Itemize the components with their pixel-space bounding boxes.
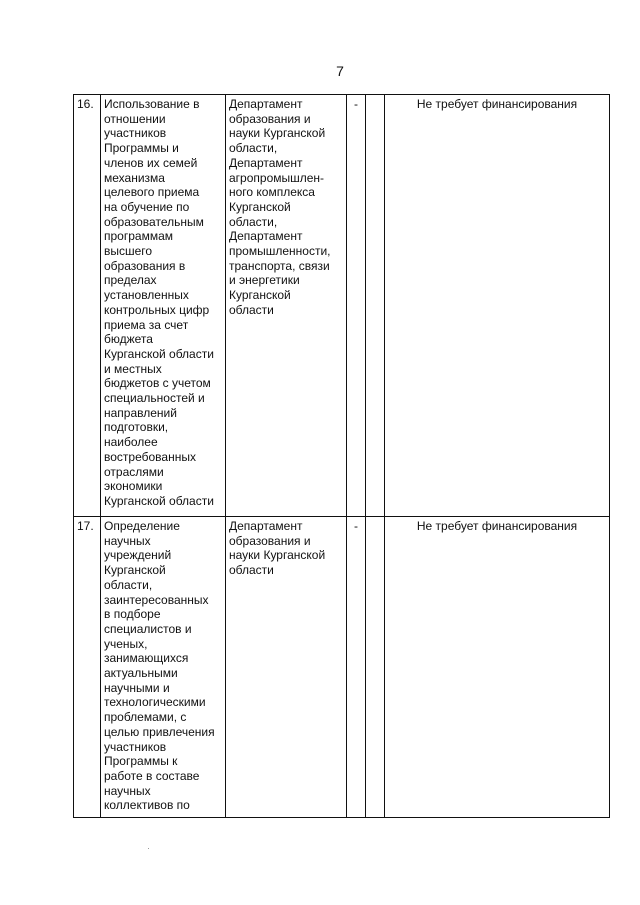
table-body — [74, 95, 610, 818]
event-description-line: бюджета — [104, 332, 153, 347]
event-description-line: коллективов по — [104, 798, 190, 813]
responsible-executor-line: Курганской — [229, 199, 291, 214]
event-description-line: установленных — [104, 288, 189, 303]
responsible-executor-line: ного комплекса — [229, 185, 315, 200]
event-description-line: механизма — [104, 170, 165, 185]
responsible-executor — [226, 517, 347, 818]
responsible-executor-line: Департамент — [229, 155, 303, 170]
event-description-line: специальностей и — [104, 391, 205, 406]
event-description-line: Программы к — [104, 754, 178, 769]
responsible-executor-line: науки Курганской — [229, 548, 326, 563]
responsible-executor-line: Департамент — [229, 97, 303, 111]
event-description-line: целью привлечения — [104, 724, 215, 739]
responsible-executor-line: науки Курганской — [229, 126, 326, 141]
event-description-line: программам — [104, 229, 173, 244]
responsible-executor-line: области — [229, 302, 274, 317]
responsible-executor-line: транспорта, связи — [229, 258, 330, 273]
event-description-line: специалистов и — [104, 621, 192, 636]
responsible-executor-line: промышленности, — [229, 244, 331, 259]
event-description-line: подготовки, — [104, 420, 169, 435]
responsible-executor-line: Департамент — [229, 229, 303, 244]
event-description-line: Курганской области — [104, 493, 214, 508]
event-description-line: приема за счет — [104, 317, 189, 332]
responsible-executor-line: и энергетики — [229, 273, 300, 288]
financing-cell: Не требует финансирования — [385, 517, 610, 818]
event-description-line: научными и — [104, 680, 170, 695]
event-description-line: образования в — [104, 258, 186, 273]
event-description-line: бюджетов с учетом — [104, 376, 211, 391]
responsible-executor-line: агропромышлен- — [229, 170, 325, 185]
event-description-line: научных — [104, 533, 151, 548]
responsible-executor-line: Департамент — [229, 519, 303, 533]
responsible-executor-line: Курганской — [229, 288, 291, 303]
event-description-line: на обучение по — [104, 199, 190, 214]
responsible-executor-line: области — [229, 563, 274, 578]
event-description — [101, 95, 226, 517]
responsible-executor-line: области, — [229, 214, 278, 229]
empty-cell — [366, 95, 385, 517]
row-number: 16. — [74, 95, 101, 517]
event-description-line: в подборе — [104, 607, 161, 622]
table-row — [74, 95, 610, 517]
event-description-line: востребованных — [104, 449, 196, 464]
empty-cell — [366, 517, 385, 818]
event-description — [101, 517, 226, 818]
responsible-executor-line: образования и — [229, 533, 311, 548]
event-description-line: высшего — [104, 244, 153, 259]
event-description-line: наиболее — [104, 435, 158, 450]
event-description-line: пределах — [104, 273, 157, 288]
responsible-executor-line: области, — [229, 141, 278, 156]
event-description-line: научных — [104, 783, 151, 798]
scan-speck — [148, 848, 149, 849]
event-description-line: участников — [104, 126, 167, 141]
page-number: 7 — [336, 63, 344, 79]
event-description-line: участников — [104, 739, 167, 754]
event-description-line: Курганской области — [104, 346, 214, 361]
event-description-line: технологическими — [104, 695, 206, 710]
row-number: 17. — [74, 517, 101, 818]
event-description-line: и местных — [104, 361, 162, 376]
event-description-line: Программы и — [104, 141, 179, 156]
table-row — [74, 517, 610, 818]
event-description-line: отраслями — [104, 464, 164, 479]
event-description-line: Определение — [104, 519, 180, 533]
event-description-line: проблемами, с — [104, 710, 187, 725]
event-description-line: образовательным — [104, 214, 204, 229]
event-description-line: отношении — [104, 111, 166, 126]
responsible-executor-line: образования и — [229, 111, 311, 126]
event-description-line: Использование в — [104, 97, 200, 111]
event-description-line: учреждений — [104, 548, 172, 563]
event-description-line: контрольных цифр — [104, 302, 210, 317]
event-description-line: области, — [104, 577, 153, 592]
program-events-table — [73, 94, 610, 818]
event-description-line: ученых, — [104, 636, 148, 651]
event-description-line: членов их семей — [104, 155, 198, 170]
event-description-line: занимающихся — [104, 651, 189, 666]
event-description-line: заинтересованных — [104, 592, 209, 607]
responsible-executor — [226, 95, 347, 517]
event-description-line: экономики — [104, 479, 163, 494]
event-description-line: Курганской — [104, 563, 166, 578]
event-description-line: актуальными — [104, 666, 178, 681]
event-description-line: направлений — [104, 405, 177, 420]
financing-cell: Не требует финансирования — [385, 95, 610, 517]
event-description-line: целевого приема — [104, 185, 200, 200]
term-cell: - — [347, 517, 366, 818]
event-description-line: работе в составе — [104, 768, 200, 783]
term-cell: - — [347, 95, 366, 517]
